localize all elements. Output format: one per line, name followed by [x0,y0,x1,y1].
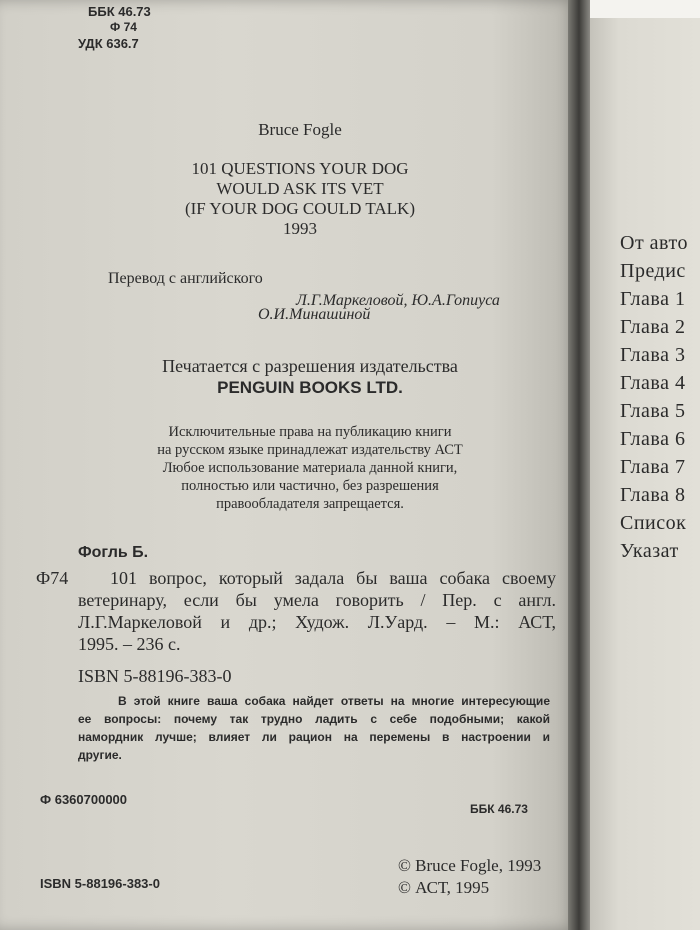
toc-entry: Предис [620,260,686,282]
original-title-line-2: WOULD ASK ITS VET [216,179,384,198]
copyright-publisher: © АСТ, 1995 [398,878,490,897]
copyright-author: © Bruce Fogle, 1993 [398,856,542,875]
catalog-line-4: 1995. – 236 с. [78,634,181,654]
toc-entry: Глава 6 [620,428,686,450]
footer-bbk: ББК 46.73 [470,802,528,816]
toc-entry: Глава 1 [620,288,686,310]
toc-entry: Глава 4 [620,372,686,394]
udk-code: УДК 636.7 [78,36,139,51]
rights-line-2: на русском языке принадлежат издательству АСТ [157,442,463,458]
annotation-line-4: другие. [78,748,122,762]
toc-entry: Указат [620,540,679,562]
catalog-line-3: Л.Г.Маркеловой и др.; Худож. Л.Уард. – М.: АСТ, [78,612,556,632]
original-title-line-3: (IF YOUR DOG COULD TALK) [184,199,415,218]
toc-entry: Список [620,512,687,534]
publisher-name: PENGUIN BOOKS LTD. [217,378,403,397]
annotation-line-2: ее вопросы: почему так трудно ладить с себе подобными; какой [78,712,550,726]
toc-entry: Глава 7 [620,456,686,478]
original-year: 1993 [283,219,317,238]
original-author: Bruce Fogle [258,120,342,139]
toc-entry: Глава 3 [620,344,686,366]
catalog-isbn: ISBN 5-88196-383-0 [78,666,232,686]
catalog-line-2: ветеринару, если бы умела говорить / Пер. с англ. [78,590,556,610]
toc-entry: От авто [620,232,688,254]
book-code-top: Ф 74 [110,20,137,34]
catalog-code: Ф74 [36,568,69,588]
rights-line-5: правообладателя запрещается. [216,496,404,512]
rights-line-4: полностью или частично, без разрешения [181,478,439,494]
catalog-author-heading: Фогль Б. [78,544,149,561]
footer-index: Ф 6360700000 [40,792,128,807]
rights-line-3: Любое использование материала данной книги, [162,460,458,476]
book-gutter [568,0,590,930]
catalog-line-1: 101 вопрос, который задала бы ваша собака своему [110,568,556,588]
permission-line: Печатается с разрешения издательства [162,356,458,376]
toc-entry: Глава 2 [620,316,686,338]
annotation-line-1: В этой книге ваша собака найдет ответы на многие интересующие [118,694,550,708]
footer-isbn: ISBN 5-88196-383-0 [40,876,160,891]
original-title-line-1: 101 QUESTIONS YOUR DOG [191,159,409,178]
translators-line-2: О.И.Минашиной [258,306,371,323]
toc-entry: Глава 8 [620,484,686,506]
annotation-line-3: намордник лучше; влияет ли рацион на перемены в настроении и [78,730,550,744]
translators-line-1: Л.Г.Маркеловой, Ю.А.Гопиуса [296,292,500,309]
bbk-code-top: ББК 46.73 [88,4,151,19]
toc-entry: Глава 5 [620,400,686,422]
rights-line-1: Исключительные права на публикацию книги [168,424,452,440]
translation-label: Перевод с английского [108,270,263,287]
